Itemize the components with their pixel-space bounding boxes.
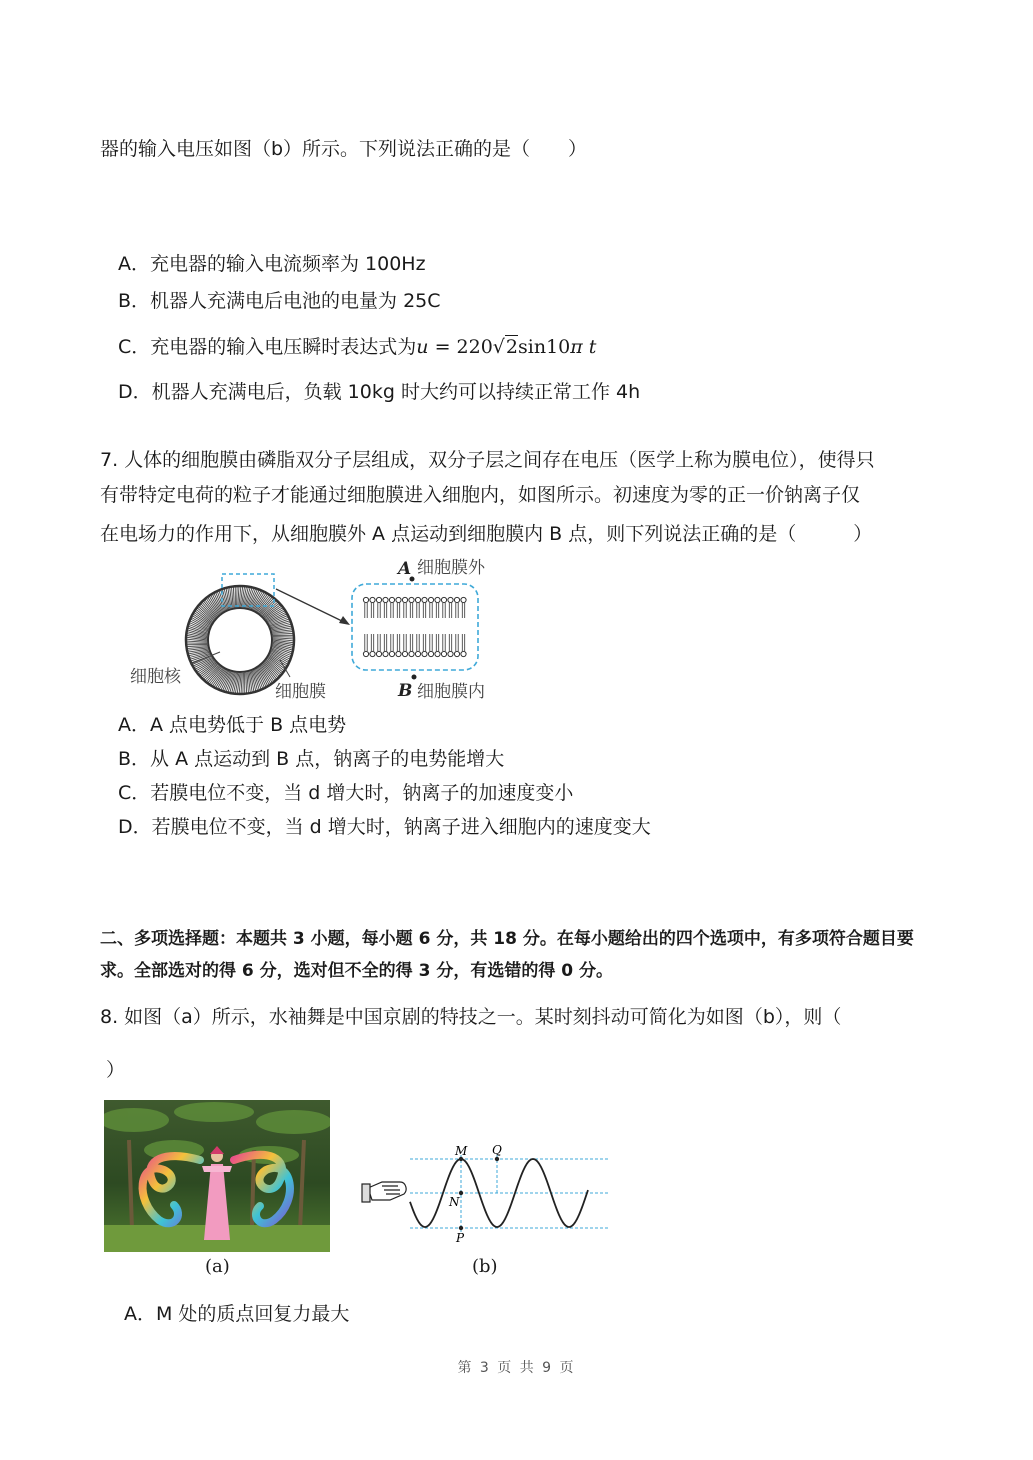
section2-heading-line2: 求。全部选对的得 6 分，选对但不全的得 3 分，有选错的得 0 分。 bbox=[100, 961, 613, 981]
q6-option-b: B．机器人充满电后电池的电量为 25C bbox=[118, 290, 441, 312]
wave-label-n: N bbox=[449, 1195, 460, 1209]
wave-label-q: Q bbox=[492, 1143, 502, 1157]
q6-option-d: D．机器人充满电后，负载 10kg 时大约可以持续正常工作 4h bbox=[118, 381, 641, 403]
q7-stem-line3: 在电场力的作用下，从细胞膜外 A 点运动到细胞膜内 B 点，则下列说法正确的是（ ） bbox=[100, 523, 873, 545]
cell-membrane-figure bbox=[120, 552, 520, 707]
water-sleeve-dance-photo bbox=[104, 1100, 330, 1252]
wave-label-m: M bbox=[455, 1144, 468, 1158]
label-inside: 细胞膜内 bbox=[417, 682, 485, 702]
point-b-dot bbox=[412, 675, 417, 680]
page-footer: 第 3 页 共 9 页 bbox=[457, 1360, 576, 1376]
caption-a: (a) bbox=[205, 1256, 230, 1277]
q7-option-a: A．A 点电势低于 B 点电势 bbox=[118, 714, 347, 736]
caption-b: (b) bbox=[472, 1256, 498, 1277]
q6-option-c bbox=[118, 334, 596, 360]
q7-option-d: D．若膜电位不变，当 d 增大时，钠离子进入细胞内的速度变大 bbox=[118, 816, 651, 838]
q7-stem-line1: 7. 人体的细胞膜由磷脂双分子层组成，双分子层之间存在电压（医学上称为膜电位），使得只 bbox=[100, 449, 875, 471]
q7-option-c: C．若膜电位不变，当 d 增大时，钠离子的加速度变小 bbox=[118, 782, 574, 804]
q6-option-c-text: C．充电器的输入电压瞬时表达式为 bbox=[118, 336, 417, 358]
q7-stem-line2: 有带特定电荷的粒子才能通过细胞膜进入细胞内，如图所示。初速度为零的正一价钠离子仅 bbox=[100, 484, 861, 506]
zoom-arrow bbox=[276, 589, 344, 622]
q6-option-a: A．充电器的输入电流频率为 100Hz bbox=[118, 253, 426, 275]
q8-stem-line2: ） bbox=[106, 1059, 126, 1081]
label-membrane: 细胞膜 bbox=[275, 682, 326, 702]
point-b-label: B bbox=[398, 681, 413, 701]
section2-heading-line1: 二、多项选择题：本题共 3 小题，每小题 6 分，共 18 分。在每小题给出的四个选项中，有多项符合题目要 bbox=[100, 929, 914, 949]
q6-option-c-formula: u = 220√2sin10π t bbox=[416, 336, 597, 358]
point-a-label: A bbox=[398, 559, 412, 579]
q7-option-b: B．从 A 点运动到 B 点，钠离子的电势能增大 bbox=[118, 748, 505, 770]
q8-option-a: A．M 处的质点回复力最大 bbox=[124, 1303, 350, 1325]
q8-stem-line1: 8. 如图（a）所示，水袖舞是中国京剧的特技之一。某时刻抖动可简化为如图（b），则（ bbox=[100, 1006, 842, 1028]
wave-label-p: P bbox=[456, 1231, 465, 1245]
wave-diagram bbox=[360, 1140, 615, 1245]
lipid-bilayer bbox=[363, 597, 466, 656]
q6-stem-tail: 器的输入电压如图（b）所示。下列说法正确的是（ ） bbox=[100, 138, 588, 160]
membrane-zoom-box bbox=[352, 584, 478, 670]
label-nucleus: 细胞核 bbox=[130, 667, 181, 687]
hand-icon bbox=[362, 1182, 406, 1202]
label-outside: 细胞膜外 bbox=[417, 558, 485, 578]
membrane-ring bbox=[187, 587, 293, 693]
